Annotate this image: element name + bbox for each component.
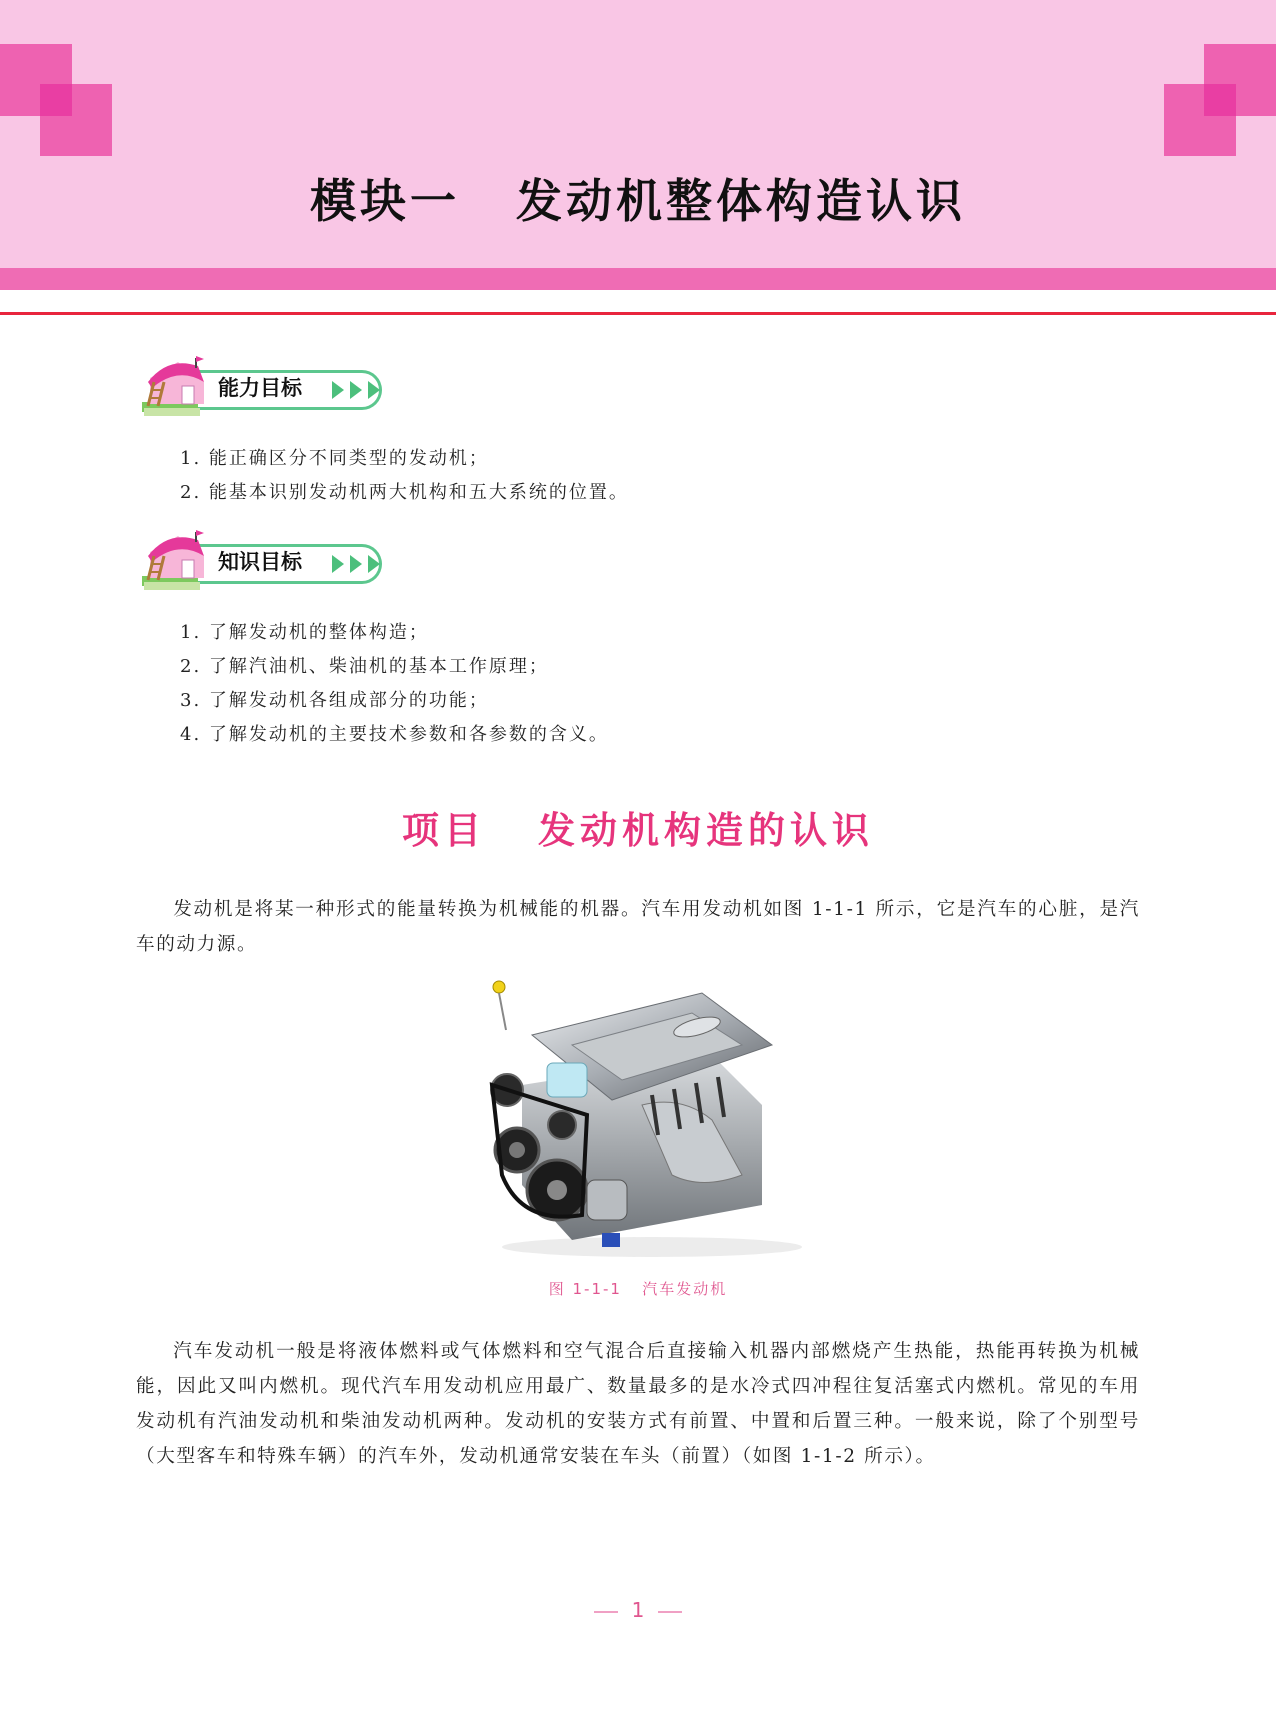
house-icon [138, 526, 210, 596]
knowledge-goals-heading [138, 526, 398, 596]
header-rule [0, 312, 1276, 315]
decor-square [40, 84, 72, 116]
project-label: 项目 [402, 809, 486, 852]
header-stripe [0, 268, 1276, 290]
list-item: 1. 了解发动机的整体构造； [180, 622, 429, 643]
figure-caption [0, 1278, 1276, 1299]
project-title [0, 800, 1276, 854]
list-item: 2. 了解汽油机、柴油机的基本工作原理； [180, 656, 549, 677]
project-name: 发动机构造的认识 [538, 809, 874, 852]
house-icon [138, 352, 210, 422]
triple-arrow-icon [332, 379, 384, 401]
list-item: 1. 能正确区分不同类型的发动机； [180, 448, 489, 469]
ability-goals-label: 能力目标 [218, 376, 302, 400]
page-number [0, 1598, 1276, 1622]
list-item: 4. 了解发动机的主要技术参数和各参数的含义。 [180, 724, 609, 745]
knowledge-goals-label: 知识目标 [218, 550, 302, 574]
module-title: 发动机整体构造认识 [516, 174, 966, 228]
decor-square [1204, 84, 1236, 116]
chapter-header [0, 0, 1276, 268]
body-paragraph: 汽车发动机一般是将液体燃料或气体燃料和空气混合后直接输入机器内部燃烧产生热能，热能再转换为机械能，因此又叫内燃机。现代汽车用发动机应用最广、数量最多的是水冷式四冲程往复活塞式内燃机。常见的车用发动机有汽油发动机和柴油发动机两种。发动机的安装方式有前置、中置和后置三种。一般来说，除了个别型号（大型客车和特殊车辆）的汽车外，发动机通常安装在车头（前置）（如图 1-1-2 所示）。 [136, 1341, 1140, 1467]
ability-goals-list [180, 442, 629, 510]
list-item: 3. 了解发动机各组成部分的功能； [180, 690, 489, 711]
engine-image [462, 975, 814, 1260]
triple-arrow-icon [332, 553, 384, 575]
module-number: 模块一 [310, 174, 460, 228]
list-item: 2. 能基本识别发动机两大机构和五大系统的位置。 [180, 482, 629, 503]
knowledge-goals-list [180, 616, 609, 752]
figure-title: 汽车发动机 [642, 1280, 728, 1298]
chapter-title [0, 165, 1276, 231]
ability-goals-heading [138, 352, 398, 422]
page-number-value: 1 [631, 1598, 645, 1622]
body-paragraph: 发动机是将某一种形式的能量转换为机械能的机器。汽车用发动机如图 1-1-1 所示，它是汽车的心脏，是汽车的动力源。 [136, 899, 1140, 955]
figure-number: 图 1-1-1 [548, 1280, 622, 1298]
